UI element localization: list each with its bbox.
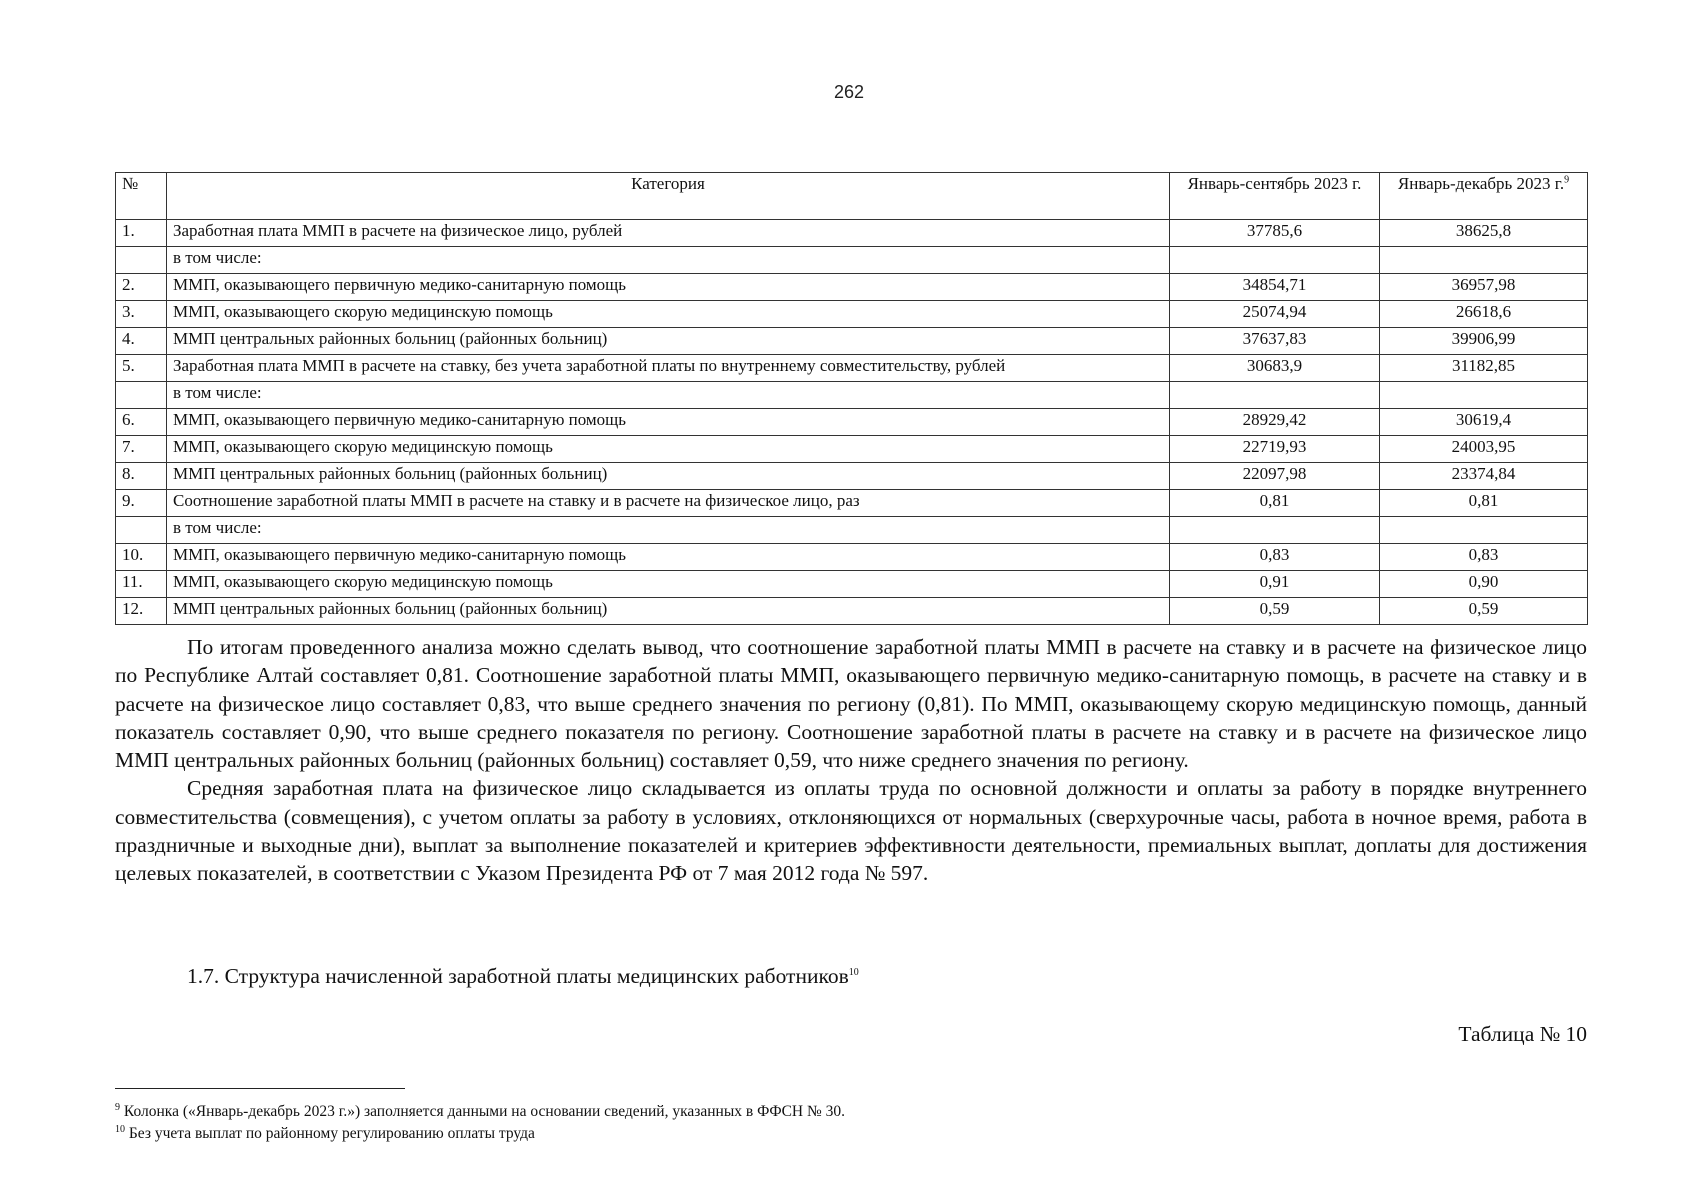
row-value-jan-dec: 23374,84 [1380, 463, 1588, 490]
section-title: 1.7. Структура начисленной заработной платы медицинских работников [187, 964, 849, 988]
table-row [116, 382, 1588, 409]
row-category: ММП, оказывающего скорую медицинскую помощь [167, 436, 1170, 463]
paragraph: По итогам проведенного анализа можно сделать вывод, что соотношение заработной платы ММП в расчете на ставку и в расчете на физическое лицо по Республике Алтай составляет 0,81. Соотношение заработной платы ММП, оказывающего первичную медико-санитарную помощь, в расчете на ставку и в расчете на физическое лицо составляет 0,83, что выше среднего значения по региону (0,81). По ММП, оказывающему скорую медицинскую помощь, данный показатель составляет 0,90, что выше среднего показателя по региону. Соотношение заработной платы в расчете на ставку и в расчете на физическое лицо ММП центральных районных больниц (районных больниц) составляет 0,59, что ниже среднего значения по региону. [115, 635, 1587, 773]
row-category: ММП центральных районных больниц (районных больниц) [167, 463, 1170, 490]
row-value-jan-sep: 22719,93 [1170, 436, 1380, 463]
row-value-jan-dec: 31182,85 [1380, 355, 1588, 382]
paragraph: Средняя заработная плата на физическое лицо складывается из оплаты труда по основной должности и оплаты за работу в порядке внутреннего совместительства (совмещения), с учетом оплаты за работу в условиях, отклоняющихся от нормальных (сверхурочные часы, работа в ночное время, работа в праздничные и выходные дни), выплат за выполнение показателей и критериев эффективности деятельности, премиальных выплат, доплаты для достижения целевых показателей, в соответствии с Указом Президента РФ от 7 мая 2012 года № 597. [115, 776, 1587, 886]
salary-table [115, 172, 1588, 625]
row-value-jan-sep: 22097,98 [1170, 463, 1380, 490]
row-number: 5. [116, 355, 167, 382]
footnote-mark: 9 [1564, 174, 1570, 186]
page-number: 262 [833, 82, 865, 102]
table-row [116, 436, 1588, 463]
row-value-jan-sep: 34854,71 [1170, 274, 1380, 301]
row-number: 9. [116, 490, 167, 517]
table-caption: Таблица № 10 [1458, 1022, 1587, 1046]
footnote-divider [115, 1088, 405, 1089]
table-row [116, 490, 1588, 517]
table-row [116, 247, 1588, 274]
row-category: Соотношение заработной платы ММП в расчете на ставку и в расчете на физическое лицо, раз [167, 490, 1170, 517]
header-jan-dec [1380, 173, 1588, 220]
row-value-jan-sep: 30683,9 [1170, 355, 1380, 382]
row-value-jan-dec: 0,81 [1380, 490, 1588, 517]
row-category: в том числе: [167, 247, 1170, 274]
row-number: 2. [116, 274, 167, 301]
row-value-jan-sep: 0,91 [1170, 571, 1380, 598]
row-number: 6. [116, 409, 167, 436]
footnote-mark: 10 [115, 1123, 125, 1135]
row-value-jan-sep [1170, 247, 1380, 274]
header-category: Категория [167, 173, 1170, 220]
table-row [116, 328, 1588, 355]
row-category: ММП, оказывающего первичную медико-санитарную помощь [167, 274, 1170, 301]
row-value-jan-sep: 0,83 [1170, 544, 1380, 571]
row-value-jan-dec [1380, 517, 1588, 544]
header-number: № [116, 173, 167, 220]
row-number [116, 247, 167, 274]
row-category: ММП, оказывающего скорую медицинскую помощь [167, 571, 1170, 598]
footnote-text: Колонка («Январь-декабрь 2023 г.») заполняется данными на основании сведений, указанных в ФФСН № 30. [123, 1103, 846, 1120]
header-jan-sep: Январь-сентябрь 2023 г. [1170, 173, 1380, 220]
row-number: 4. [116, 328, 167, 355]
table-row [116, 571, 1588, 598]
row-category: в том числе: [167, 517, 1170, 544]
row-category: Заработная плата ММП в расчете на ставку, без учета заработной платы по внутреннему совместительству, рублей [167, 355, 1170, 382]
table-row [116, 598, 1588, 625]
row-value-jan-dec: 0,59 [1380, 598, 1588, 625]
row-number [116, 382, 167, 409]
row-value-jan-dec: 30619,4 [1380, 409, 1588, 436]
header-jan-dec-label: Январь-декабрь 2023 г. [1397, 174, 1565, 193]
footnote-text: Без учета выплат по районному регулированию оплаты труда [128, 1125, 535, 1142]
footnote [115, 1123, 1415, 1145]
row-value-jan-sep: 37785,6 [1170, 220, 1380, 247]
row-category: в том числе: [167, 382, 1170, 409]
row-number: 8. [116, 463, 167, 490]
row-value-jan-dec: 36957,98 [1380, 274, 1588, 301]
row-number: 10. [116, 544, 167, 571]
row-value-jan-dec: 26618,6 [1380, 301, 1588, 328]
table-row [116, 544, 1588, 571]
table-row [116, 301, 1588, 328]
body-text [115, 633, 1587, 888]
row-value-jan-sep: 25074,94 [1170, 301, 1380, 328]
row-category: ММП, оказывающего первичную медико-санитарную помощь [167, 544, 1170, 571]
section-heading [187, 964, 859, 989]
footnotes [115, 1101, 1415, 1145]
row-value-jan-dec: 0,83 [1380, 544, 1588, 571]
row-number: 1. [116, 220, 167, 247]
row-value-jan-sep: 0,81 [1170, 490, 1380, 517]
footnote [115, 1101, 1415, 1123]
row-value-jan-sep: 28929,42 [1170, 409, 1380, 436]
row-value-jan-sep: 0,59 [1170, 598, 1380, 625]
row-value-jan-sep: 37637,83 [1170, 328, 1380, 355]
footnote-mark: 9 [115, 1101, 120, 1113]
row-value-jan-sep [1170, 382, 1380, 409]
table-row [116, 220, 1588, 247]
row-number: 7. [116, 436, 167, 463]
table-row [116, 409, 1588, 436]
table-body [116, 220, 1588, 625]
footnote-mark: 10 [848, 966, 859, 978]
table-row [116, 355, 1588, 382]
table-header-row [116, 173, 1588, 220]
row-value-jan-dec [1380, 247, 1588, 274]
row-value-jan-dec [1380, 382, 1588, 409]
row-category: Заработная плата ММП в расчете на физическое лицо, рублей [167, 220, 1170, 247]
row-category: ММП центральных районных больниц (районных больниц) [167, 598, 1170, 625]
row-category: ММП центральных районных больниц (районных больниц) [167, 328, 1170, 355]
row-value-jan-dec: 24003,95 [1380, 436, 1588, 463]
row-category: ММП, оказывающего скорую медицинскую помощь [167, 301, 1170, 328]
row-number: 3. [116, 301, 167, 328]
row-number [116, 517, 167, 544]
row-value-jan-sep [1170, 517, 1380, 544]
row-value-jan-dec: 0,90 [1380, 571, 1588, 598]
row-number: 11. [116, 571, 167, 598]
table-row [116, 463, 1588, 490]
table-row [116, 274, 1588, 301]
table-row [116, 517, 1588, 544]
row-category: ММП, оказывающего первичную медико-санитарную помощь [167, 409, 1170, 436]
row-value-jan-dec: 39906,99 [1380, 328, 1588, 355]
row-number: 12. [116, 598, 167, 625]
row-value-jan-dec: 38625,8 [1380, 220, 1588, 247]
